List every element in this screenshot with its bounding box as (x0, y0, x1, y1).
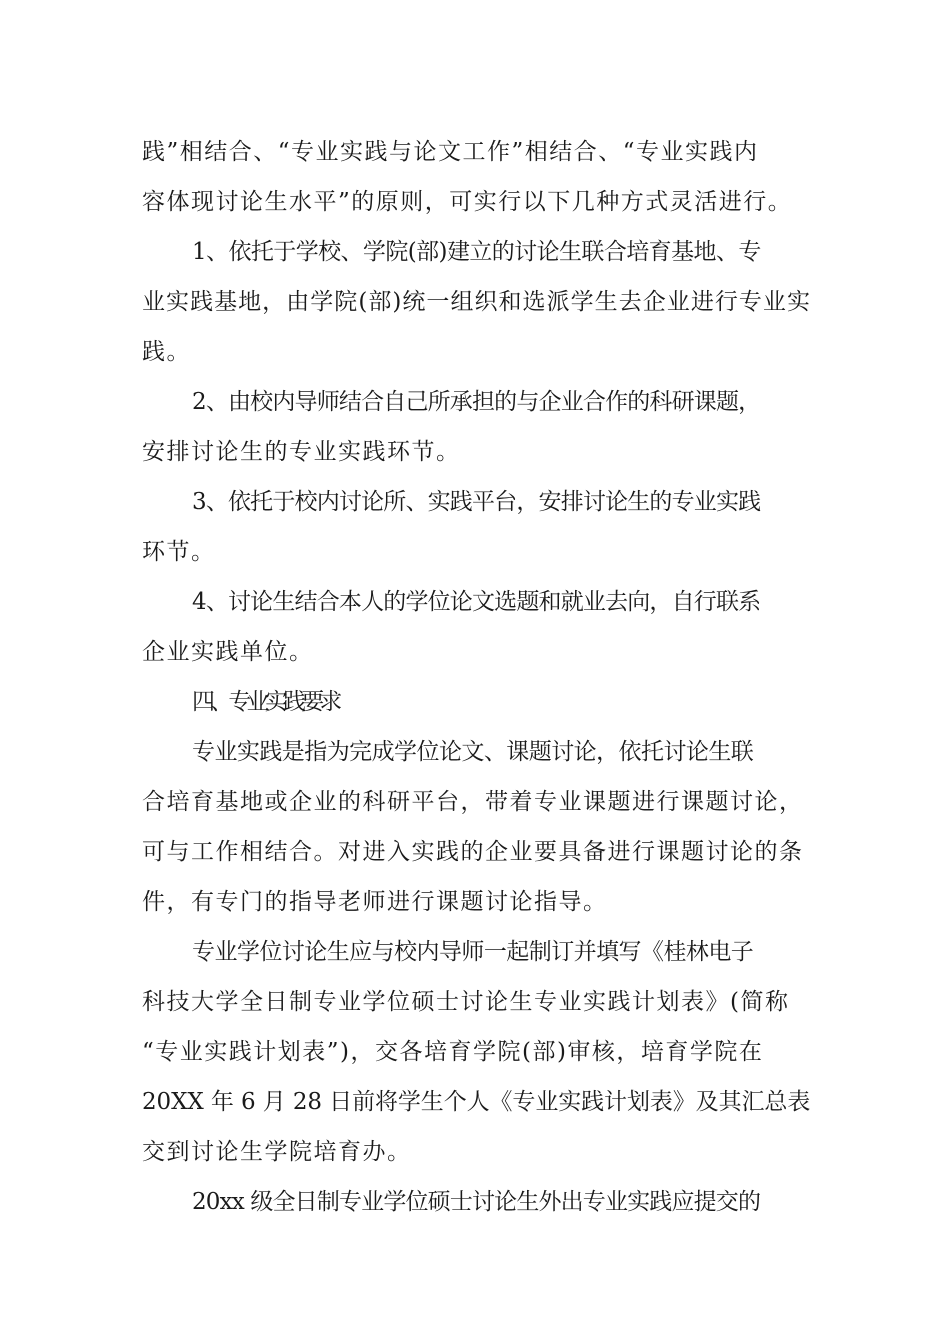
paragraph-item-3 (142, 477, 812, 577)
paragraph-submission (142, 1177, 812, 1227)
section-heading (142, 677, 812, 727)
text-line: 20XX 年 6 月 28 日前将学生个人《专业实践计划表》及其汇总表 (142, 1089, 811, 1115)
text-line: 可与工作相结合。对进入实践的企业要具备进行课题讨论的条 (142, 839, 804, 865)
text-line: 专业实践是指为完成学位论文、课题讨论，依托讨论生联 (192, 739, 754, 765)
paragraph-plan-form (142, 927, 812, 1177)
text-line: 3、依托于校内讨论所、实践平台，安排讨论生的专业实践 (192, 489, 761, 515)
paragraph-item-2 (142, 377, 812, 477)
text-line: 合培育基地或企业的科研平台，带着专业课题进行课题讨论， (142, 789, 804, 815)
text-line: 专业学位讨论生应与校内导师一起制订并填写《桂林电子 (192, 939, 754, 965)
text-line: 践。 (142, 339, 191, 365)
text-line: 企业实践单位。 (142, 639, 314, 665)
text-line: 环节。 (142, 539, 216, 565)
text-line: 容体现讨论生水平”的原则，可实行以下几种方式灵活进行。 (142, 189, 793, 215)
text-line: 安排讨论生的专业实践环节。 (142, 439, 461, 465)
text-line: 20xx 级全日制专业学位硕士讨论生外出专业实践应提交的 (192, 1189, 761, 1215)
text-line: 交到讨论生学院培育办。 (142, 1139, 412, 1165)
text-line: 践”相结合、“专业实践与论文工作”相结合、“专业实践内 (142, 139, 759, 165)
text-line: “专业实践计划表”)，交各培育学院(部)审核，培育学院在 (142, 1039, 764, 1065)
paragraph-requirements (142, 727, 812, 927)
document-body (142, 127, 812, 1227)
text-line: 业实践基地，由学院(部)统一组织和选派学生去企业进行专业实 (142, 289, 811, 315)
text-line: 科技大学全日制专业学位硕士讨论生专业实践计划表》(简称 (142, 989, 790, 1015)
text-line: 1、依托于学校、学院(部)建立的讨论生联合培育基地、专 (192, 239, 761, 265)
text-line: 2、由校内导师结合自己所承担的与企业合作的科研课题， (192, 389, 761, 415)
paragraph-intro (142, 127, 812, 227)
paragraph-item-4 (142, 577, 812, 677)
text-line: 4、讨论生结合本人的学位论文选题和就业去向，自行联系 (192, 589, 761, 615)
text-line: 件，有专门的指导老师进行课题讨论指导。 (142, 889, 608, 915)
heading-text: 四、专业实践要求 (192, 689, 338, 715)
paragraph-item-1 (142, 227, 812, 377)
